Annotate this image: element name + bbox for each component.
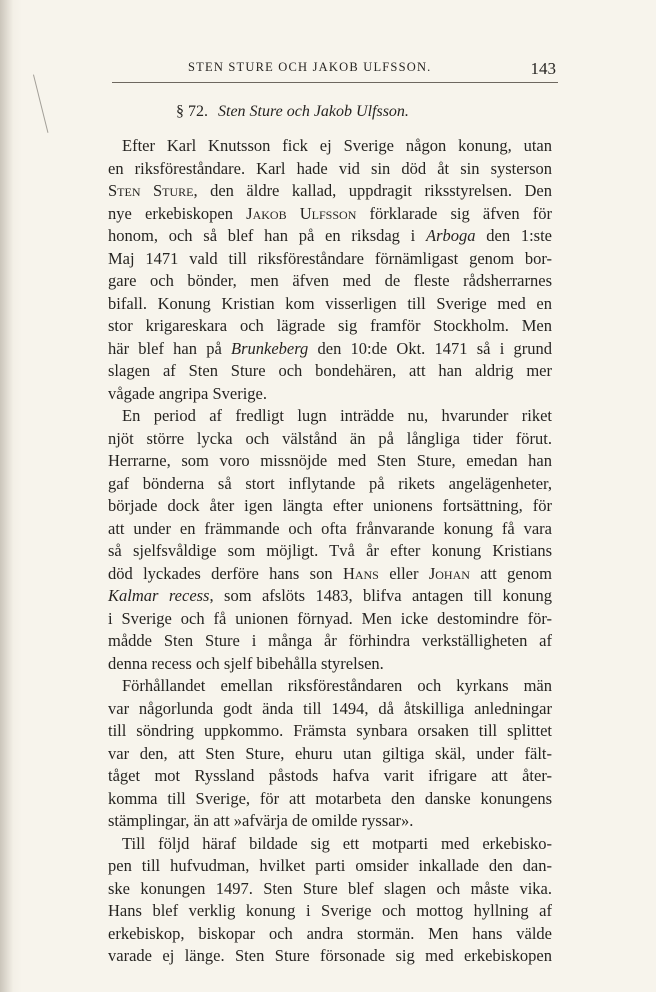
text-segment: pen till hufvudman, hvilket parti omsider inkallade den dan- <box>108 856 552 875</box>
text-line <box>108 810 552 833</box>
text-segment: honom, och så blef han på en riksdag i <box>108 226 427 245</box>
text-line <box>108 945 552 968</box>
text-segment: , som afslöts 1483, blifva antagen till konung <box>209 586 552 605</box>
text-line <box>108 270 552 293</box>
text-segment: Hans blef verklig konung i Sverige och mottog hyllning af <box>108 901 552 920</box>
text-line <box>108 900 552 923</box>
text-line <box>108 338 552 361</box>
text-segment: slagen af Sten Sture och bondehären, att han aldrig mer <box>108 361 552 380</box>
text-line <box>108 203 552 226</box>
text-line <box>108 833 552 856</box>
text-line <box>108 225 552 248</box>
text-line <box>108 450 552 473</box>
text-line <box>108 765 552 788</box>
page-edge-shadow <box>0 0 22 992</box>
text-line <box>108 563 552 586</box>
text-line <box>108 248 552 271</box>
text-segment: varade ej länge. Sten Sture försonade sig med erkebiskopen <box>108 946 552 965</box>
text-segment: att under en främmande och ofta frånvarande konung få vara <box>108 518 552 538</box>
text-segment: komma till Sverige, för att motarbeta den danske konungens <box>108 788 552 808</box>
text-segment: bifall. Konung Kristian kom visserligen till Sverige med en <box>108 293 552 313</box>
section-number: § 72. <box>176 103 208 120</box>
text-line <box>108 158 552 181</box>
text-line <box>108 315 552 338</box>
text-segment: Arboga <box>426 226 476 245</box>
text-segment: började dock åter igen längta efter unionens fortsättning, för <box>108 496 552 515</box>
text-line <box>108 428 552 451</box>
page-number: 143 <box>530 59 556 78</box>
text-segment: Herrarne, som voro missnöjde med Sten Sture, emedan han <box>108 451 552 470</box>
text-line <box>108 180 552 203</box>
text-line <box>108 878 552 901</box>
text-segment: erkebiskop, biskopar och andra stormän. Men hans välde <box>108 923 552 943</box>
text-line <box>108 293 552 316</box>
text-line <box>108 743 552 766</box>
text-segment: mådde Sten Sture i många år förhindra verkställigheten af <box>108 631 552 650</box>
text-line <box>108 608 552 631</box>
text-line <box>108 675 552 698</box>
text-segment: denna recess och sjelf bibehålla styrelsen. <box>108 653 384 673</box>
running-head: STEN STURE OCH JAKOB ULFSSON. <box>188 60 432 74</box>
text-segment: Brunkeberg <box>231 338 309 358</box>
text-line <box>108 360 552 383</box>
text-segment: Kalmar recess <box>108 586 210 605</box>
page-header <box>112 60 558 83</box>
text-segment: Jakob Ulfsson <box>246 203 357 223</box>
text-segment: gare och bönder, men äfven med de fleste rådsherrarnes <box>108 271 552 290</box>
text-line <box>108 698 552 721</box>
text-line <box>108 495 552 518</box>
text-segment: Sten Sture <box>108 181 194 200</box>
text-segment: stämplingar, än att »afvärja de omilde ryssar». <box>108 811 414 830</box>
text-line <box>108 405 552 428</box>
text-segment: , den äldre kallad, uppdragit riksstyrelsen. Den <box>193 181 552 200</box>
text-segment: eller <box>378 563 429 583</box>
text-line <box>108 855 552 878</box>
text-line <box>108 923 552 946</box>
text-segment: Förhållandet emellan riksföreståndaren och kyrkans män <box>122 676 552 695</box>
text-line <box>108 720 552 743</box>
text-segment: stor krigareskara och lägrade sig framför Stockholm. Men <box>108 316 552 335</box>
text-segment: så sjelfsvåldige som möjligt. Två år efter konung Kristians <box>108 541 552 560</box>
text-line <box>108 653 552 676</box>
text-segment: död lyckades derföre hans son <box>108 563 343 583</box>
text-segment: förklarade sig äfven för <box>356 203 552 223</box>
text-line <box>108 788 552 811</box>
text-segment: vågade angripa Sverige. <box>108 383 267 403</box>
text-segment: i Sverige och få unionen förnyad. Men icke destomindre för- <box>108 608 552 628</box>
text-line <box>108 473 552 496</box>
text-segment: här blef han på <box>108 338 231 358</box>
section-heading <box>176 103 409 121</box>
text-segment: till söndring uppkommo. Främsta synbara orsaken till splittet <box>108 721 552 740</box>
text-line <box>108 383 552 406</box>
text-segment: den 10:de Okt. 1471 så i grund <box>308 338 552 358</box>
text-line <box>108 135 552 158</box>
text-segment: njöt större lycka och välstånd än på långliga tider förut. <box>108 428 552 448</box>
text-segment: att genom <box>469 563 553 583</box>
text-segment: En period af fredligt lugn inträdde nu, hvarunder riket <box>122 406 552 425</box>
text-line <box>108 630 552 653</box>
text-segment: var den, att Sten Sture, ehuru utan giltiga skäl, under fält- <box>108 743 552 763</box>
margin-mark <box>33 71 62 133</box>
body-text <box>108 135 552 968</box>
section-title: Sten Sture och Jakob Ulfsson. <box>218 103 409 120</box>
text-segment: Maj 1471 vald till riksföreståndare förnämligast genom bor- <box>108 248 552 268</box>
text-segment: Hans <box>342 563 379 583</box>
text-segment: Johan <box>428 563 470 583</box>
text-segment: den 1:ste <box>475 226 552 245</box>
text-line <box>108 540 552 563</box>
text-segment: Efter Karl Knutsson fick ej Sverige någon konung, utan <box>122 136 552 155</box>
text-line <box>108 518 552 541</box>
text-segment: nye erkebiskopen <box>108 203 247 223</box>
text-segment: ske konungen 1497. Sten Sture blef slagen och måste vika. <box>108 878 552 898</box>
text-segment: Till följd häraf bildade sig ett motparti med erkebisko- <box>122 833 552 853</box>
text-segment: gaf bönderna så stort inflytande på rikets angelägenheter, <box>108 473 552 493</box>
text-segment: var någorlunda godt ända till 1494, då åtskilliga anledningar <box>108 698 552 718</box>
text-segment: tåget mot Ryssland påstods hafva varit ifrigare att åter- <box>108 766 552 785</box>
text-segment: en riksföreståndare. Karl hade vid sin död åt sin systerson <box>108 158 552 178</box>
text-line <box>108 585 552 608</box>
